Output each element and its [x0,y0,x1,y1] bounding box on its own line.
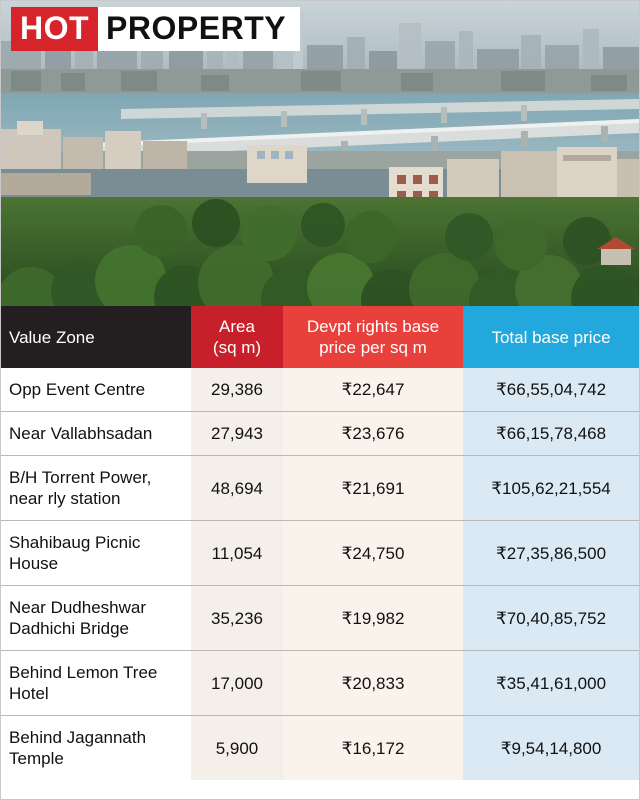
value-zone-table-wrapper [1,306,639,780]
cell-value-zone: Behind Jagannath Temple [1,716,191,781]
column-header-area-line2: (sq m) [212,338,262,357]
table-row [1,412,639,456]
table-row [1,651,639,716]
column-header-devpt-line1: Devpt rights base [306,317,440,336]
cell-total: ₹105,62,21,554 [463,456,639,521]
cell-value-zone: Shahibaug Picnic House [1,521,191,586]
cell-value-zone: B/H Torrent Power, near rly station [1,456,191,521]
cell-total: ₹70,40,85,752 [463,586,639,651]
masthead-banner [11,7,300,51]
cell-total: ₹66,15,78,468 [463,412,639,456]
table-header [1,306,639,368]
table-body [1,368,639,780]
cell-value-zone: Behind Lemon Tree Hotel [1,651,191,716]
cell-area: 35,236 [191,586,283,651]
cell-total: ₹35,41,61,000 [463,651,639,716]
cell-value-zone: Near Vallabhsadan [1,412,191,456]
table-row [1,586,639,651]
cell-total: ₹27,35,86,500 [463,521,639,586]
table-row [1,521,639,586]
column-header-total-base-price: Total base price [463,306,639,368]
cell-area: 17,000 [191,651,283,716]
cell-rate: ₹23,676 [283,412,463,456]
cell-area: 29,386 [191,368,283,412]
table-row [1,368,639,412]
column-header-value-zone: Value Zone [1,306,191,368]
column-header-area-line1: Area [219,317,255,336]
cell-area: 48,694 [191,456,283,521]
cell-rate: ₹19,982 [283,586,463,651]
cell-rate: ₹21,691 [283,456,463,521]
column-header-area [191,306,283,368]
cell-rate: ₹24,750 [283,521,463,586]
banner-property-text: PROPERTY [98,7,300,51]
column-header-devpt-line2: price per sq m [319,338,427,357]
table-row [1,716,639,781]
cell-value-zone: Opp Event Centre [1,368,191,412]
cell-area: 11,054 [191,521,283,586]
cell-rate: ₹22,647 [283,368,463,412]
cell-value-zone: Near Dudheshwar Dadhichi Bridge [1,586,191,651]
table-header-row [1,306,639,368]
cell-total: ₹66,55,04,742 [463,368,639,412]
banner-hot-text: HOT [11,7,98,51]
cell-area: 27,943 [191,412,283,456]
cell-total: ₹9,54,14,800 [463,716,639,781]
column-header-devpt-rights [283,306,463,368]
cell-area: 5,900 [191,716,283,781]
cell-rate: ₹20,833 [283,651,463,716]
value-zone-table [1,306,639,780]
cell-rate: ₹16,172 [283,716,463,781]
table-row [1,456,639,521]
